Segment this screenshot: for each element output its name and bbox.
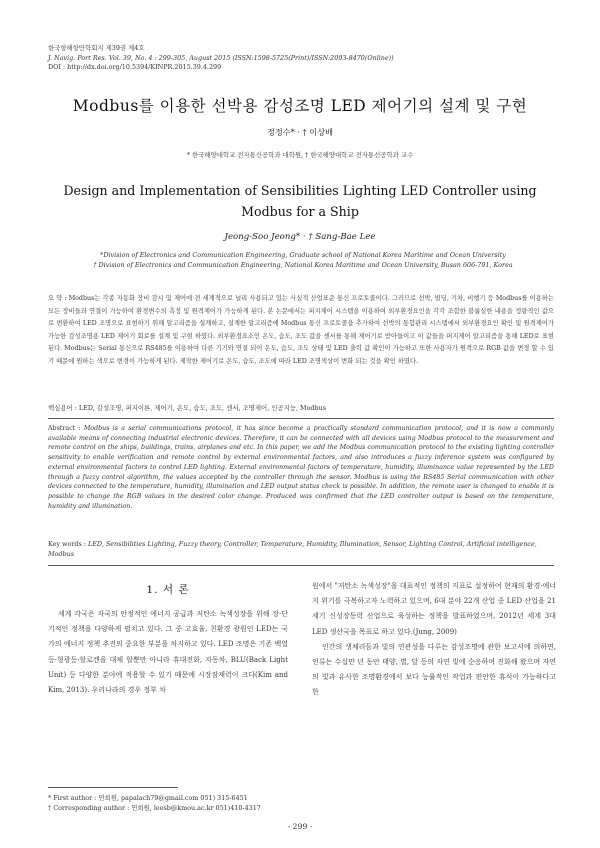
keywords-english	[48, 540, 554, 559]
abstract-korean	[48, 293, 554, 369]
keywords-english-label: Key words :	[48, 540, 86, 548]
authors-english: Jeong-Soo Jeong* · † Sang-Bae Lee	[224, 232, 376, 242]
abstract-korean-label: 요 약 :	[48, 295, 67, 302]
abstract-korean-text: Modbus는 각종 자동화 장비 감시 및 제어에 전 세계적으로 널리 사용되고 있는 사실적 산업표준 통신 프로토콜이다. 그러므로 선박, 빌딩, 기차, 비행기 등 Modbus를 이용하는 모든 장비들과 연결이 가능하여 환경변수의 측정 및 원격제어가 가능하게 된다. 본 논문에서는 퍼지제어 시스템을 이용하여 외부환경요인을 각각 조합한 블룸실한 내용을 정량적인 값으로 변환하여 LED 조명으로 표현하기 위해 알고리즘을 설계하고, 설계한 알고리즘에 Modbus 통신 프로토콜을 추가하여 선박의 통합관리 시스템에서 외부환경요인 확인 및 원격제어가 가능한 감성조명용 LED 제어기 회로를 설계 및 구현 하였다. 외부환경요소인 온도, 습도, 조도 값을 센서를 통해 제어기로 받아들이고 이 값들을 퍼지제어 알고리즘을 통해 LED로 표현된다. Modbus는 Serial 통신으로 RS485를 이용하여 다른 기기와 연결 되어 온도, 습도, 조도 상태 및 LED 출력 값 확인이 가능하고 또한 사용자가 원격으로 RGB 값을 변경 할 수 있기 때문에 원하는 색으로 변경이 가능하게 된다. 제작한 제어기로 온도, 습도, 조도에 따라 LED 조명색상이 변화 되는 것을 확인 하였다.	[48, 295, 554, 365]
page-number: - 299 -	[287, 822, 313, 831]
doi: DOI : http://dx.doi.org/10.5394/KINPR.2015.39.4.299	[48, 63, 222, 71]
journal-header	[48, 44, 568, 73]
affiliation-english-1: *Division of Electronics and Communication Engineering, Graduate school of National Korea Maritime and Ocean University	[100, 251, 506, 259]
body-paragraph: 원에서 "저탄소 녹색성장"을 대표적인 정책의 지표로 설정하여 현재의 환경·에너지 위기를 극복하고자 노력하고 있으며, 6대 분야 22개 산업 중 LED 산업을 21세기 신성장동력 산업으로 육성하는 정책을 발표하였으며, 2012년 세계 3대 LED 생산국을 목표로 하고 있다.(Jung, 2009)	[312, 582, 556, 636]
abstract-divider-top	[48, 418, 554, 419]
abstract-divider-bottom	[48, 565, 554, 566]
footnote-first-author: * First author : 연희원, papalach79@gmail.com 051) 315-6451	[48, 794, 248, 802]
affiliation-korean: * 한국해양대학교 전자통신공학과 대학원, † 한국해양대학교 전자통신공학과 교수	[186, 151, 414, 159]
body-paragraph: 인간의 생체리듬과 빛의 연관성을 다루는 감성조명에 관한 보고서에 의하면, 인류는 수십만 년 동안 태양, 별, 달 등의 자연 빛에 순응하며 진화해 왔으며 자연의 빛과 유사한 조명환경에서 보다 능률적인 작업과 편안한 휴식이 가능하다고 한	[312, 642, 556, 697]
abstract-english	[48, 424, 554, 511]
journal-name-ko: 한국항해항만학회지 제39권 제4호	[48, 44, 145, 52]
footnote-divider	[48, 787, 178, 788]
title-korean: Modbus를 이용한 선박용 감성조명 LED 제어기의 설계 및 구현	[72, 97, 528, 115]
authors-korean: 정정수* · † 이상배	[266, 127, 334, 137]
keywords-english-text: LED, Sensibilities Lighting, Fuzzy theory, Controller, Temperature, Humidity, Illumination, Sensor, Lighting Control, Artificial intelligence, Modbus	[48, 540, 537, 558]
footnote-corresponding-author: † Corresponding author : 연희원, leesb@kmou.ac.kr 051)410-4317	[48, 804, 261, 812]
affiliation-english-2: † Division of Electronics and Communication Engineering, National Korea Maritime and Ocean University, Busan 606-791, Korea	[93, 260, 513, 269]
footnotes	[48, 793, 261, 813]
affiliation-english	[48, 251, 558, 270]
body-column-left: 세계 각국은 자국의 안정적인 에너지 공급과 저탄소 녹색성장을 위해 장·단기적인 정책을 다양하게 펼치고 있다. 그 중 고효율, 친환경 광원인 LED는 국가의 에너지 정책 추진의 중요한 부분을 차지하고 있다. LED 조명은 기존 백열등·형광등·할로겐을 대체 할뿐만 아니라 휴대전화, 자동차, BLU(Back Light Unit) 등 다양한 분야에 적용할 수 있기 때문에 시장잠재력이 크다(Kim and Kim, 2013). 우리나라의 경우 정부 차	[48, 610, 288, 695]
body-column-right	[312, 579, 556, 701]
abstract-english-label: Abstract :	[48, 425, 81, 432]
journal-citation: J. Navig. Port Res. Vol. 39, No. 4 : 299-305, August 2015 (ISSN:1598-5725(Print)/ISSN:2093-8470(Online))	[48, 53, 394, 62]
section-title-introduction: 1. 서 론	[146, 584, 190, 596]
keywords-korean: 핵심용어 : LED, 감성조명, 퍼지이론, 제어기, 온도, 습도, 조도, 센서, 조명제어, 인공지능, Modbus	[48, 404, 326, 412]
abstract-english-text: Modbus is a serial communications protocol, it has since become a practically standard communication protocol, and it is now a commonly available means of connecting industrial electronic devices. Therefore, it can be connected with all devices using Modbus protocol to the measurement and remote control on the ships, buildings, trains, airplanes and etc. In this paper, we add the Modbus communication protocol to the existing lighting controller sensitivity to enable verification and remote control by external environmental factors, and also introduces a fuzzy inference system was configured by external environmental factors to control LED lighting. External environmental factors of temperature, humidity, illuminance value represented by the LED through a fuzzy control algorithm, the values accepted by the controller through the sensor. Modbus is using the RS485 Serial communication with other devices connected to the temperature, humidity, illumination and LED output status check is possible. In addition, the remote user is changed to enable it is possible to change the RGB values in the desired color change. Produced was confirmed that the LED controller output is based on the temperature, humidity and illumination.	[48, 425, 554, 510]
title-english: Design and Implementation of Sensibilities Lighting LED Controller using Modbus for a Ship	[63, 183, 537, 219]
